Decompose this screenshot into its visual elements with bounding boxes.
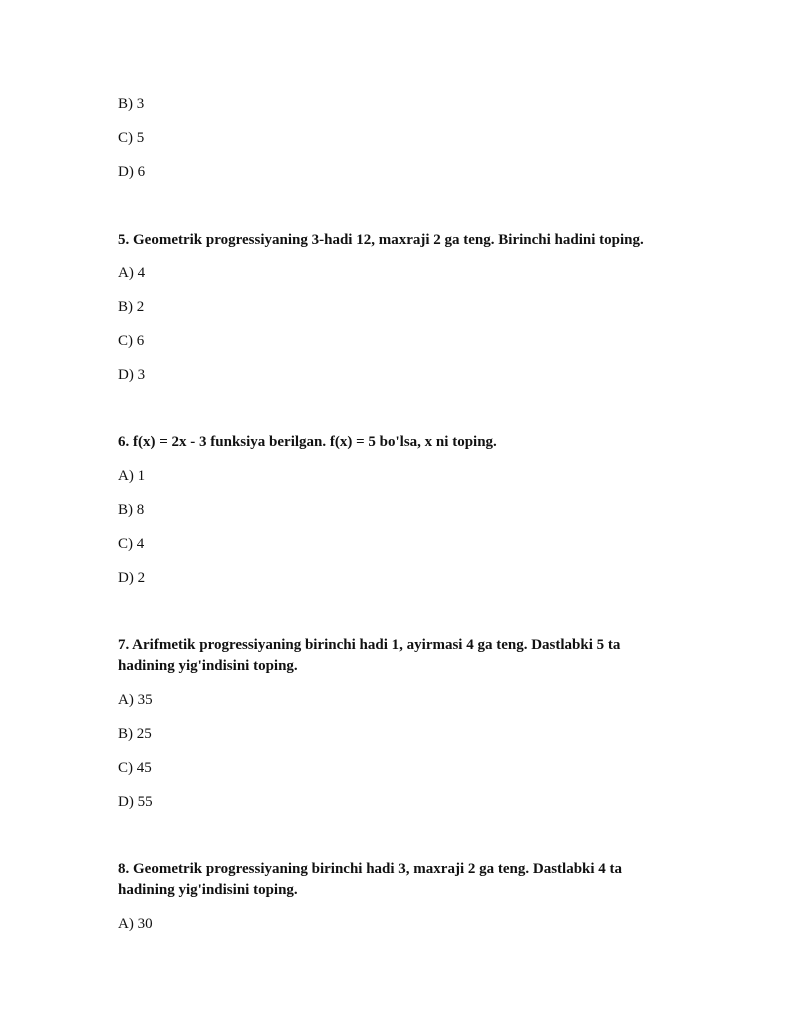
option-text: B) 8: [118, 502, 145, 518]
question-text: 7. Arifmetik progressiyaning birinchi hadi 1, ayirmasi 4 ga teng. Dastlabki 5 ta: [118, 637, 621, 653]
option-text: A) 30: [118, 916, 153, 932]
option-text: D) 55: [118, 794, 153, 810]
question-text: hadining yig'indisini toping.: [118, 882, 298, 898]
question-text: 8. Geometrik progressiyaning birinchi hadi 3, maxraji 2 ga teng. Dastlabki 4 ta: [118, 861, 623, 877]
option-text: C) 5: [118, 130, 145, 146]
question-text: hadining yig'indisini toping.: [118, 658, 298, 674]
option-text: D) 6: [118, 164, 146, 180]
option-text: D) 3: [118, 367, 146, 383]
question-text: 6. f(x) = 2x - 3 funksiya berilgan. f(x) = 5 bo'lsa, x ni toping.: [118, 434, 497, 450]
option-text: D) 2: [118, 570, 146, 586]
option-text: B) 25: [118, 726, 152, 742]
option-text: B) 2: [118, 299, 145, 315]
option-text: A) 35: [118, 692, 153, 708]
option-text: A) 4: [118, 265, 146, 281]
option-text: A) 1: [118, 468, 146, 484]
option-text: B) 3: [118, 96, 145, 112]
option-text: C) 45: [118, 760, 152, 776]
option-text: C) 6: [118, 333, 145, 349]
question-text: 5. Geometrik progressiyaning 3-hadi 12, maxraji 2 ga teng. Birinchi hadini toping.: [118, 232, 644, 248]
option-text: C) 4: [118, 536, 145, 552]
